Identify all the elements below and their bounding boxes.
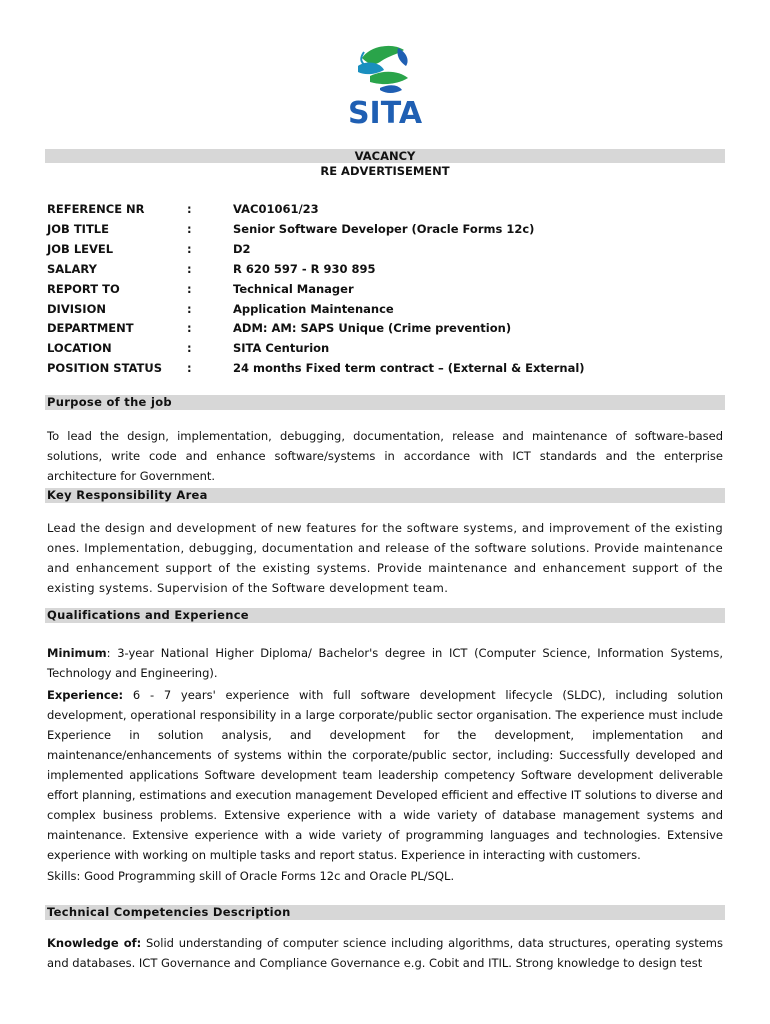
- field-colon: :: [187, 282, 192, 296]
- field-value: Senior Software Developer (Oracle Forms 12c): [233, 222, 535, 236]
- field-value: ADM: AM: SAPS Unique (Crime prevention): [233, 321, 512, 335]
- field-label: JOB TITLE: [47, 222, 109, 236]
- minimum-text: : 3-year National Higher Diploma/ Bachelor's degree in ICT (Computer Science, Information Systems, Technology and Engineering).: [47, 646, 723, 680]
- readvertisement-subtitle: RE ADVERTISEMENT: [320, 164, 450, 178]
- field-label: JOB LEVEL: [47, 242, 114, 256]
- field-value: 24 months Fixed term contract – (External & External): [233, 361, 585, 375]
- field-colon: :: [187, 341, 192, 355]
- field-colon: :: [187, 361, 192, 375]
- minimum-label: Minimum: [47, 646, 107, 660]
- field-value: Application Maintenance: [233, 302, 394, 316]
- knowledge-label: Knowledge of:: [47, 936, 142, 950]
- field-label: REPORT TO: [47, 282, 120, 296]
- field-value: Technical Manager: [233, 282, 354, 296]
- field-colon: :: [187, 242, 192, 256]
- technical-heading: Technical Competencies Description: [47, 905, 291, 919]
- experience-text: 6 - 7 years' experience with full software development lifecycle (SLDC), including solution development, operational responsibility in a large corporate/public sector organisation. The experience must include Experience in solution analysis, and development for the development, implementation and maintenance/enhancements of systems within the corporate/public sector, including: Successfully developed and implemented applications Software development team leadership competency Software development deliverable effort planning, estimations and execution management Developed efficient and effective IT solutions to diverse and complex business problems. Extensive experience with a wide variety of database management systems and maintenance. Extensive experience with a wide variety of programming languages and technologies. Extensive experience with working on multiple tasks and report status. Experience in interacting with customers.: [47, 688, 723, 862]
- field-colon: :: [187, 222, 192, 236]
- field-value: D2: [233, 242, 251, 256]
- field-colon: :: [187, 202, 192, 216]
- sita-logo: [340, 40, 430, 135]
- field-colon: :: [187, 321, 192, 335]
- knowledge-paragraph: [47, 933, 723, 973]
- field-label: DIVISION: [47, 302, 106, 316]
- experience-label: Experience:: [47, 688, 124, 702]
- field-label: DEPARTMENT: [47, 321, 134, 335]
- qualifications-heading: Qualifications and Experience: [47, 608, 249, 622]
- vacancy-title: VACANCY: [354, 149, 416, 163]
- field-label: REFERENCE NR: [47, 202, 145, 216]
- field-value: R 620 597 - R 930 895: [233, 262, 376, 276]
- field-colon: :: [187, 262, 192, 276]
- purpose-heading: Purpose of the job: [47, 395, 172, 409]
- kra-text: Lead the design and development of new features for the software systems, and improvement of the existing ones. Implementation, debugging, documentation and release of the software solutions. Provide maintenance and enhancement support of the existing systems. Provide maintenance and enhancement support of the existing systems. Supervision of the Software development team.: [47, 521, 723, 595]
- skills-text: Skills: Good Programming skill of Oracle Forms 12c and Oracle PL/SQL.: [47, 869, 455, 883]
- field-label: SALARY: [47, 262, 97, 276]
- kra-heading: Key Responsibility Area: [47, 488, 208, 502]
- minimum-paragraph: [47, 643, 723, 683]
- purpose-text: To lead the design, implementation, debugging, documentation, release and maintenance of software-based solutions, write code and enhance software/systems in accordance with ICT standards and the enterprise architecture for Government.: [47, 429, 723, 483]
- globe-icon: [340, 40, 430, 100]
- field-colon: :: [187, 302, 192, 316]
- field-value: SITA Centurion: [233, 341, 330, 355]
- logo-text: SITA: [347, 96, 423, 131]
- field-label: LOCATION: [47, 341, 112, 355]
- knowledge-text: Solid understanding of computer science including algorithms, data structures, operating systems and databases. ICT Governance and Compliance Governance e.g. Cobit and ITIL. Strong knowledge to design test: [47, 936, 723, 970]
- experience-paragraph: [47, 685, 723, 865]
- field-value: VAC01061/23: [233, 202, 319, 216]
- field-label: POSITION STATUS: [47, 361, 162, 375]
